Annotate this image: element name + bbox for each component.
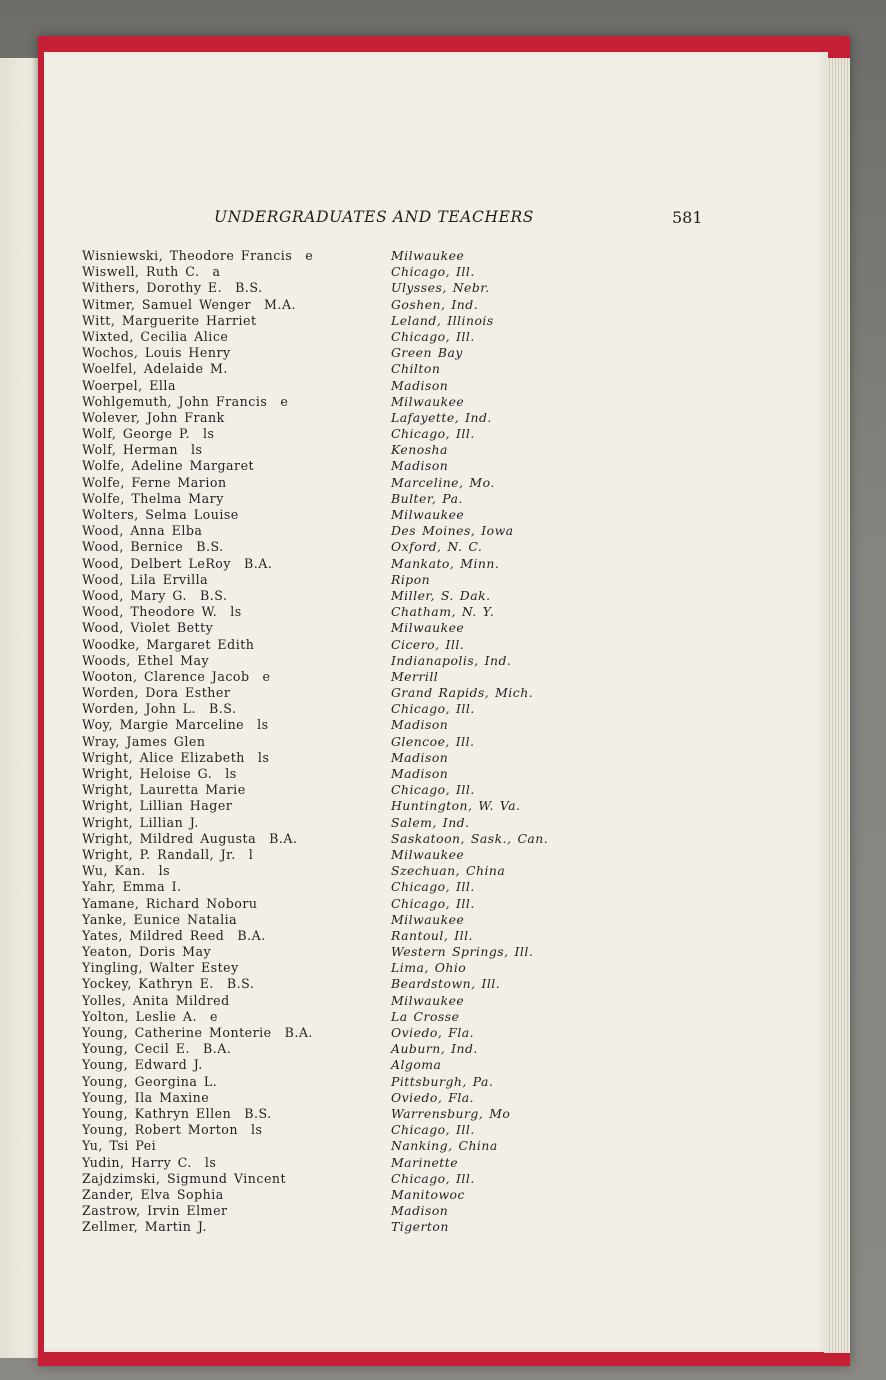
entry-place: Cicero, Ill. xyxy=(391,636,465,652)
entry-name: Wright, Lauretta Marie xyxy=(82,782,246,798)
directory-entry xyxy=(44,782,828,798)
entry-place: Algoma xyxy=(391,1057,442,1073)
entry-name: Wood, Bernice B.S. xyxy=(82,539,224,555)
directory-entry xyxy=(44,912,828,928)
entry-place: Chicago, Ill. xyxy=(391,701,475,717)
entry-place: La Crosse xyxy=(391,1008,460,1024)
entry-place: Indianapolis, Ind. xyxy=(391,652,512,668)
entry-name: Young, Georgina L. xyxy=(82,1073,218,1089)
book-page xyxy=(44,52,828,1352)
directory-entry xyxy=(44,297,828,313)
entry-place: Beardstown, Ill. xyxy=(391,976,501,992)
entry-name: Yu, Tsi Pei xyxy=(82,1138,157,1154)
directory-entry xyxy=(44,734,828,750)
directory-entry xyxy=(44,1057,828,1073)
left-page-edge xyxy=(0,58,40,1358)
directory-entry xyxy=(44,1187,828,1203)
directory-entry xyxy=(44,1090,828,1106)
entry-place: Chicago, Ill. xyxy=(391,1170,475,1186)
directory-entry xyxy=(44,1009,828,1025)
entry-place: Mankato, Minn. xyxy=(391,555,500,571)
entry-place: Madison xyxy=(391,749,449,765)
entry-place: Milwaukee xyxy=(391,248,465,263)
entry-name: Yingling, Walter Estey xyxy=(82,960,239,976)
directory-entry xyxy=(44,248,828,264)
entry-name: Wood, Mary G. B.S. xyxy=(82,587,228,603)
entry-place: Des Moines, Iowa xyxy=(391,523,514,539)
entry-place: Kenosha xyxy=(391,442,448,458)
directory-entry xyxy=(44,475,828,491)
entry-place: Leland, Illinois xyxy=(391,312,494,328)
entry-name: Young, Robert Morton ls xyxy=(82,1122,263,1138)
entry-place: Szechuan, China xyxy=(391,863,506,879)
entry-name: Young, Cecil E. B.A. xyxy=(82,1041,232,1057)
entry-place: Chicago, Ill. xyxy=(391,895,475,911)
running-title: UNDERGRADUATES AND TEACHERS xyxy=(214,208,534,226)
directory-entry xyxy=(44,1171,828,1187)
directory-entry xyxy=(44,896,828,912)
entry-name: Wu, Kan. ls xyxy=(82,863,171,879)
entry-name: Wolters, Selma Louise xyxy=(82,507,239,522)
entry-place: Nanking, China xyxy=(391,1138,498,1154)
entry-place: Tigerton xyxy=(391,1219,449,1235)
entry-place: Auburn, Ind. xyxy=(391,1041,478,1057)
directory-entry xyxy=(44,1219,828,1235)
entry-name: Wixted, Cecilia Alice xyxy=(82,328,229,344)
entry-name: Yanke, Eunice Natalia xyxy=(82,911,238,927)
entry-name: Wooton, Clarence Jacob e xyxy=(82,668,271,684)
entry-name: Wright, Alice Elizabeth ls xyxy=(82,749,270,765)
entry-name: Young, Edward J. xyxy=(82,1057,203,1073)
directory-entry xyxy=(44,766,828,782)
entry-name: Wood, Violet Betty xyxy=(82,620,214,636)
entry-place: Goshen, Ind. xyxy=(391,296,479,312)
entry-place: Madison xyxy=(391,377,449,393)
directory-entry xyxy=(44,831,828,847)
entry-name: Zajdzimski, Sigmund Vincent xyxy=(82,1170,287,1186)
entry-place: Green Bay xyxy=(391,345,463,361)
entry-place: Saskatoon, Sask., Can. xyxy=(391,830,549,846)
directory-entry xyxy=(44,345,828,361)
entry-name: Wright, Mildred Augusta B.A. xyxy=(82,830,298,846)
entry-place: Ripon xyxy=(391,571,431,587)
directory-entry xyxy=(44,539,828,555)
directory-entry xyxy=(44,1025,828,1041)
directory-entry xyxy=(44,572,828,588)
entry-name: Wood, Delbert LeRoy B.A. xyxy=(82,555,273,571)
directory-entry xyxy=(44,717,828,733)
entry-place: Chatham, N. Y. xyxy=(391,604,495,620)
directory-entry xyxy=(44,588,828,604)
entry-place: Milwaukee xyxy=(391,846,465,862)
entry-name: Yeaton, Doris May xyxy=(82,944,212,960)
entry-name: Worden, John L. B.S. xyxy=(82,701,237,717)
entry-place: Ulysses, Nebr. xyxy=(391,280,490,296)
directory-entry xyxy=(44,1041,828,1057)
entry-place: Madison xyxy=(391,458,449,474)
directory-entry xyxy=(44,329,828,345)
directory-entry xyxy=(44,604,828,620)
entry-name: Wolfe, Thelma Mary xyxy=(82,490,224,506)
directory-entry xyxy=(44,993,828,1009)
directory-entry xyxy=(44,637,828,653)
entry-place: Chicago, Ill. xyxy=(391,782,475,798)
entry-place: Bulter, Pa. xyxy=(391,490,463,506)
entry-place: Chicago, Ill. xyxy=(391,426,475,442)
directory-entry xyxy=(44,750,828,766)
directory-entry xyxy=(44,928,828,944)
entry-place: Milwaukee xyxy=(391,507,465,522)
directory-entry xyxy=(44,1138,828,1154)
directory-entry xyxy=(44,458,828,474)
entry-name: Woerpel, Ella xyxy=(82,377,176,393)
entry-place: Milwaukee xyxy=(391,992,465,1008)
directory-entry xyxy=(44,1155,828,1171)
directory-list xyxy=(44,248,828,1235)
entry-name: Woelfel, Adelaide M. xyxy=(82,361,228,377)
entry-place: Huntington, W. Va. xyxy=(391,798,521,814)
entry-place: Miller, S. Dak. xyxy=(391,587,491,603)
entry-place: Lafayette, Ind. xyxy=(391,409,492,425)
entry-place: Rantoul, Ill. xyxy=(391,927,473,943)
entry-name: Young, Catherine Monterie B.A. xyxy=(82,1025,313,1040)
directory-entry xyxy=(44,313,828,329)
entry-place: Madison xyxy=(391,766,449,781)
directory-entry xyxy=(44,863,828,879)
entry-place: Merrill xyxy=(391,668,439,684)
entry-name: Young, Ila Maxine xyxy=(82,1089,210,1105)
page-number: 581 xyxy=(672,208,703,227)
entry-name: Yates, Mildred Reed B.A. xyxy=(82,927,266,943)
entry-place: Manitowoc xyxy=(391,1186,465,1202)
entry-place: Oviedo, Fla. xyxy=(391,1025,475,1040)
entry-name: Wolf, George P. ls xyxy=(82,426,215,442)
entry-place: Oxford, N. C. xyxy=(391,539,483,555)
directory-entry xyxy=(44,556,828,572)
entry-name: Witt, Marguerite Harriet xyxy=(82,312,257,328)
entry-name: Wood, Theodore W. ls xyxy=(82,604,242,620)
directory-entry xyxy=(44,442,828,458)
entry-name: Witmer, Samuel Wenger M.A. xyxy=(82,296,297,312)
entry-place: Chicago, Ill. xyxy=(391,1122,475,1138)
directory-entry xyxy=(44,1203,828,1219)
directory-entry xyxy=(44,426,828,442)
directory-entry xyxy=(44,264,828,280)
entry-place: Milwaukee xyxy=(391,911,465,927)
entry-name: Wolever, John Frank xyxy=(82,409,225,425)
directory-entry xyxy=(44,653,828,669)
entry-name: Wright, Lillian J. xyxy=(82,814,199,830)
directory-entry xyxy=(44,280,828,296)
entry-name: Wolfe, Ferne Marion xyxy=(82,474,227,490)
entry-place: Chicago, Ill. xyxy=(391,328,475,344)
entry-name: Zellmer, Martin J. xyxy=(82,1219,207,1235)
entry-place: Chilton xyxy=(391,361,441,377)
entry-place: Milwaukee xyxy=(391,393,465,409)
directory-entry xyxy=(44,523,828,539)
entry-place: Western Springs, Ill. xyxy=(391,944,534,960)
directory-entry xyxy=(44,410,828,426)
directory-entry xyxy=(44,701,828,717)
directory-entry xyxy=(44,879,828,895)
entry-name: Wolfe, Adeline Margaret xyxy=(82,458,255,474)
page-header xyxy=(44,208,828,232)
entry-place: Pittsburgh, Pa. xyxy=(391,1073,494,1089)
entry-name: Zander, Elva Sophia xyxy=(82,1186,224,1202)
entry-name: Withers, Dorothy E. B.S. xyxy=(82,280,263,296)
entry-name: Wolf, Herman ls xyxy=(82,442,203,458)
directory-entry xyxy=(44,361,828,377)
directory-entry xyxy=(44,976,828,992)
directory-entry xyxy=(44,944,828,960)
entry-place: Marinette xyxy=(391,1154,459,1170)
entry-place: Milwaukee xyxy=(391,620,465,636)
directory-entry xyxy=(44,798,828,814)
entry-place: Marceline, Mo. xyxy=(391,474,495,490)
entry-name: Yahr, Emma I. xyxy=(82,879,182,895)
entry-place: Salem, Ind. xyxy=(391,814,470,830)
entry-name: Wright, P. Randall, Jr. l xyxy=(82,846,254,862)
entry-name: Worden, Dora Esther xyxy=(82,685,231,701)
entry-name: Wright, Lillian Hager xyxy=(82,798,233,814)
entry-name: Woods, Ethel May xyxy=(82,652,210,668)
entry-name: Wiswell, Ruth C. a xyxy=(82,264,221,280)
entry-place: Chicago, Ill. xyxy=(391,264,475,280)
entry-name: Wray, James Glen xyxy=(82,733,206,749)
entry-place: Glencoe, Ill. xyxy=(391,733,475,749)
entry-place: Madison xyxy=(391,1203,449,1219)
directory-entry xyxy=(44,815,828,831)
directory-entry xyxy=(44,960,828,976)
entry-name: Yockey, Kathryn E. B.S. xyxy=(82,976,255,992)
entry-name: Wochos, Louis Henry xyxy=(82,345,231,361)
entry-place: Oviedo, Fla. xyxy=(391,1089,475,1105)
entry-name: Wood, Lila Ervilla xyxy=(82,571,209,587)
entry-name: Wohlgemuth, John Francis e xyxy=(82,393,289,409)
entry-name: Wood, Anna Elba xyxy=(82,523,203,539)
directory-entry xyxy=(44,378,828,394)
entry-name: Yolton, Leslie A. e xyxy=(82,1008,218,1024)
entry-name: Wright, Heloise G. ls xyxy=(82,766,237,781)
directory-entry xyxy=(44,847,828,863)
entry-name: Young, Kathryn Ellen B.S. xyxy=(82,1105,272,1121)
entry-place: Chicago, Ill. xyxy=(391,879,475,895)
entry-place: Grand Rapids, Mich. xyxy=(391,685,534,701)
entry-name: Yolles, Anita Mildred xyxy=(82,992,230,1008)
directory-entry xyxy=(44,1122,828,1138)
directory-entry xyxy=(44,507,828,523)
entry-place: Lima, Ohio xyxy=(391,960,467,976)
directory-entry xyxy=(44,685,828,701)
entry-name: Yamane, Richard Noboru xyxy=(82,895,258,911)
entry-name: Wisniewski, Theodore Francis e xyxy=(82,248,314,263)
entry-place: Madison xyxy=(391,717,449,733)
entry-name: Woodke, Margaret Edith xyxy=(82,636,255,652)
directory-entry xyxy=(44,491,828,507)
entry-place: Warrensburg, Mo xyxy=(391,1105,511,1121)
entry-name: Yudin, Harry C. ls xyxy=(82,1154,217,1170)
directory-entry xyxy=(44,1106,828,1122)
entry-name: Zastrow, Irvin Elmer xyxy=(82,1203,228,1219)
directory-entry xyxy=(44,620,828,636)
entry-name: Woy, Margie Marceline ls xyxy=(82,717,269,733)
directory-entry xyxy=(44,394,828,410)
directory-entry xyxy=(44,669,828,685)
directory-entry xyxy=(44,1074,828,1090)
